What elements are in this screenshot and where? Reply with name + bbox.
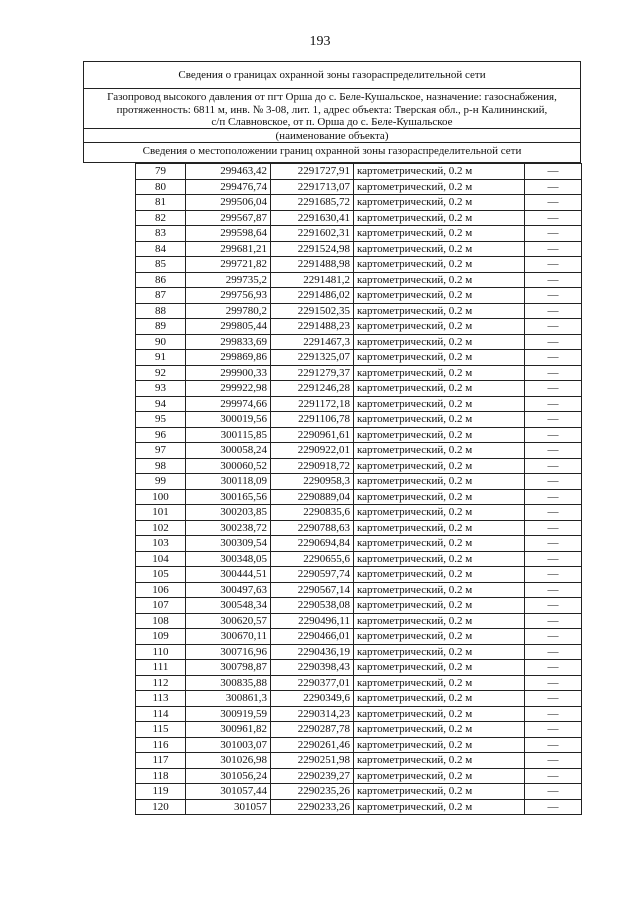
x-coordinate-cell: 300798,87 — [186, 660, 271, 676]
table-row — [136, 753, 582, 769]
x-coordinate-cell: 300716,96 — [186, 644, 271, 660]
y-coordinate-cell: 2290958,3 — [271, 474, 354, 490]
method-cell: картометрический, 0.2 м — [354, 210, 525, 226]
y-coordinate-cell: 2291486,02 — [271, 288, 354, 304]
table-row — [136, 613, 582, 629]
x-coordinate-cell: 299681,21 — [186, 241, 271, 257]
method-cell: картометрический, 0.2 м — [354, 179, 525, 195]
point-number-cell: 118 — [136, 768, 186, 784]
description-cell: — — [525, 629, 582, 645]
y-coordinate-cell: 2291246,28 — [271, 381, 354, 397]
x-coordinate-cell: 301057,44 — [186, 784, 271, 800]
point-number-cell: 112 — [136, 675, 186, 691]
method-cell: картометрический, 0.2 м — [354, 164, 525, 180]
point-number-cell: 84 — [136, 241, 186, 257]
description-cell: — — [525, 350, 582, 366]
description-cell: — — [525, 567, 582, 583]
point-number-cell: 120 — [136, 799, 186, 815]
point-number-cell: 91 — [136, 350, 186, 366]
table-row — [136, 303, 582, 319]
x-coordinate-cell: 299869,86 — [186, 350, 271, 366]
point-number-cell: 115 — [136, 722, 186, 738]
x-coordinate-cell: 299805,44 — [186, 319, 271, 335]
table-row — [136, 179, 582, 195]
y-coordinate-cell: 2291172,18 — [271, 396, 354, 412]
y-coordinate-cell: 2290314,23 — [271, 706, 354, 722]
x-coordinate-cell: 299780,2 — [186, 303, 271, 319]
y-coordinate-cell: 2290239,27 — [271, 768, 354, 784]
description-cell: — — [525, 536, 582, 552]
y-coordinate-cell: 2291279,37 — [271, 365, 354, 381]
description-cell: — — [525, 226, 582, 242]
method-cell: картометрический, 0.2 м — [354, 288, 525, 304]
table-row — [136, 474, 582, 490]
description-cell: — — [525, 799, 582, 815]
x-coordinate-cell: 300058,24 — [186, 443, 271, 459]
description-cell: — — [525, 257, 582, 273]
table-row — [136, 319, 582, 335]
y-coordinate-cell: 2290918,72 — [271, 458, 354, 474]
point-number-cell: 83 — [136, 226, 186, 242]
point-number-cell: 79 — [136, 164, 186, 180]
table-row — [136, 598, 582, 614]
x-coordinate-cell: 299756,93 — [186, 288, 271, 304]
coordinates-table — [135, 163, 582, 815]
x-coordinate-cell: 300444,51 — [186, 567, 271, 583]
description-cell: — — [525, 272, 582, 288]
point-number-cell: 85 — [136, 257, 186, 273]
table-row — [136, 443, 582, 459]
table-row — [136, 489, 582, 505]
x-coordinate-cell: 299476,74 — [186, 179, 271, 195]
description-cell: — — [525, 505, 582, 521]
y-coordinate-cell: 2291488,23 — [271, 319, 354, 335]
description-cell: — — [525, 412, 582, 428]
y-coordinate-cell: 2290287,78 — [271, 722, 354, 738]
method-cell: картометрический, 0.2 м — [354, 489, 525, 505]
y-coordinate-cell: 2290261,46 — [271, 737, 354, 753]
x-coordinate-cell: 299506,04 — [186, 195, 271, 211]
description-cell: — — [525, 288, 582, 304]
point-number-cell: 108 — [136, 613, 186, 629]
description-cell: — — [525, 427, 582, 443]
table-row — [136, 427, 582, 443]
location-heading: Сведения о местоположении границ охранной зоны газораспределительной сети — [142, 145, 522, 157]
method-cell: картометрический, 0.2 м — [354, 567, 525, 583]
y-coordinate-cell: 2290496,11 — [271, 613, 354, 629]
y-coordinate-cell: 2290349,6 — [271, 691, 354, 707]
description-cell: — — [525, 458, 582, 474]
point-number-cell: 81 — [136, 195, 186, 211]
point-number-cell: 116 — [136, 737, 186, 753]
x-coordinate-cell: 299833,69 — [186, 334, 271, 350]
table-row — [136, 241, 582, 257]
x-coordinate-cell: 300118,09 — [186, 474, 271, 490]
method-cell: картометрический, 0.2 м — [354, 365, 525, 381]
y-coordinate-cell: 2290922,01 — [271, 443, 354, 459]
y-coordinate-cell: 2291727,91 — [271, 164, 354, 180]
point-number-cell: 92 — [136, 365, 186, 381]
x-coordinate-cell: 300309,54 — [186, 536, 271, 552]
method-cell: картометрический, 0.2 м — [354, 257, 525, 273]
method-cell: картометрический, 0.2 м — [354, 660, 525, 676]
document-header — [83, 61, 581, 163]
x-coordinate-cell: 300019,56 — [186, 412, 271, 428]
x-coordinate-cell: 301057 — [186, 799, 271, 815]
description-cell: — — [525, 489, 582, 505]
description-cell: — — [525, 319, 582, 335]
y-coordinate-cell: 2290466,01 — [271, 629, 354, 645]
point-number-cell: 89 — [136, 319, 186, 335]
description-cell: — — [525, 784, 582, 800]
x-coordinate-cell: 300919,59 — [186, 706, 271, 722]
point-number-cell: 103 — [136, 536, 186, 552]
x-coordinate-cell: 300835,88 — [186, 675, 271, 691]
description-cell: — — [525, 210, 582, 226]
point-number-cell: 97 — [136, 443, 186, 459]
y-coordinate-cell: 2290889,04 — [271, 489, 354, 505]
method-cell: картометрический, 0.2 м — [354, 241, 525, 257]
point-number-cell: 96 — [136, 427, 186, 443]
table-row — [136, 272, 582, 288]
point-number-cell: 86 — [136, 272, 186, 288]
point-number-cell: 101 — [136, 505, 186, 521]
method-cell: картометрический, 0.2 м — [354, 551, 525, 567]
table-row — [136, 722, 582, 738]
y-coordinate-cell: 2291602,31 — [271, 226, 354, 242]
x-coordinate-cell: 300861,3 — [186, 691, 271, 707]
table-row — [136, 799, 582, 815]
x-coordinate-cell: 300548,34 — [186, 598, 271, 614]
table-row — [136, 551, 582, 567]
method-cell: картометрический, 0.2 м — [354, 753, 525, 769]
method-cell: картометрический, 0.2 м — [354, 319, 525, 335]
point-number-cell: 102 — [136, 520, 186, 536]
point-number-cell: 117 — [136, 753, 186, 769]
x-coordinate-cell: 301026,98 — [186, 753, 271, 769]
method-cell: картометрический, 0.2 м — [354, 737, 525, 753]
description-cell: — — [525, 753, 582, 769]
x-coordinate-cell: 299567,87 — [186, 210, 271, 226]
y-coordinate-cell: 2290233,26 — [271, 799, 354, 815]
y-coordinate-cell: 2291488,98 — [271, 257, 354, 273]
object-name-line-1: Газопровод высокого давления от пгт Орша до с. Беле-Кушальское, назначение: газоснабжения, — [107, 91, 557, 103]
table-row — [136, 660, 582, 676]
point-number-cell: 99 — [136, 474, 186, 490]
description-cell: — — [525, 303, 582, 319]
y-coordinate-cell: 2291524,98 — [271, 241, 354, 257]
x-coordinate-cell: 300348,05 — [186, 551, 271, 567]
table-row — [136, 768, 582, 784]
y-coordinate-cell: 2290235,26 — [271, 784, 354, 800]
y-coordinate-cell: 2290694,84 — [271, 536, 354, 552]
method-cell: картометрический, 0.2 м — [354, 598, 525, 614]
description-cell: — — [525, 675, 582, 691]
table-row — [136, 737, 582, 753]
table-row — [136, 365, 582, 381]
table-row — [136, 520, 582, 536]
point-number-cell: 90 — [136, 334, 186, 350]
table-row — [136, 288, 582, 304]
table-row — [136, 582, 582, 598]
table-row — [136, 458, 582, 474]
table-row — [136, 691, 582, 707]
x-coordinate-cell: 299735,2 — [186, 272, 271, 288]
method-cell: картометрический, 0.2 м — [354, 706, 525, 722]
table-row — [136, 675, 582, 691]
point-number-cell: 113 — [136, 691, 186, 707]
method-cell: картометрический, 0.2 м — [354, 722, 525, 738]
page-number: 193 — [309, 34, 331, 49]
method-cell: картометрический, 0.2 м — [354, 784, 525, 800]
method-cell: картометрический, 0.2 м — [354, 226, 525, 242]
description-cell: — — [525, 551, 582, 567]
y-coordinate-cell: 2290597,74 — [271, 567, 354, 583]
y-coordinate-cell: 2290567,14 — [271, 582, 354, 598]
point-number-cell: 93 — [136, 381, 186, 397]
description-cell: — — [525, 396, 582, 412]
x-coordinate-cell: 299598,64 — [186, 226, 271, 242]
point-number-cell: 109 — [136, 629, 186, 645]
x-coordinate-cell: 300165,56 — [186, 489, 271, 505]
description-cell: — — [525, 768, 582, 784]
x-coordinate-cell: 300620,57 — [186, 613, 271, 629]
description-cell: — — [525, 598, 582, 614]
description-cell: — — [525, 164, 582, 180]
method-cell: картометрический, 0.2 м — [354, 474, 525, 490]
table-row — [136, 226, 582, 242]
description-cell: — — [525, 613, 582, 629]
point-number-cell: 95 — [136, 412, 186, 428]
method-cell: картометрический, 0.2 м — [354, 629, 525, 645]
point-number-cell: 94 — [136, 396, 186, 412]
y-coordinate-cell: 2290251,98 — [271, 753, 354, 769]
x-coordinate-cell: 299974,66 — [186, 396, 271, 412]
x-coordinate-cell: 301056,24 — [186, 768, 271, 784]
x-coordinate-cell: 300115,85 — [186, 427, 271, 443]
table-row — [136, 629, 582, 645]
y-coordinate-cell: 2291325,07 — [271, 350, 354, 366]
table-row — [136, 567, 582, 583]
method-cell: картометрический, 0.2 м — [354, 582, 525, 598]
point-number-cell: 100 — [136, 489, 186, 505]
description-cell: — — [525, 722, 582, 738]
description-cell: — — [525, 334, 582, 350]
table-row — [136, 210, 582, 226]
method-cell: картометрический, 0.2 м — [354, 443, 525, 459]
y-coordinate-cell: 2290538,08 — [271, 598, 354, 614]
table-row — [136, 381, 582, 397]
table-row — [136, 536, 582, 552]
point-number-cell: 110 — [136, 644, 186, 660]
method-cell: картометрический, 0.2 м — [354, 350, 525, 366]
point-number-cell: 82 — [136, 210, 186, 226]
method-cell: картометрический, 0.2 м — [354, 691, 525, 707]
description-cell: — — [525, 179, 582, 195]
x-coordinate-cell: 300497,63 — [186, 582, 271, 598]
description-cell: — — [525, 520, 582, 536]
y-coordinate-cell: 2291713,07 — [271, 179, 354, 195]
point-number-cell: 104 — [136, 551, 186, 567]
method-cell: картометрический, 0.2 м — [354, 396, 525, 412]
y-coordinate-cell: 2290961,61 — [271, 427, 354, 443]
description-cell: — — [525, 691, 582, 707]
method-cell: картометрический, 0.2 м — [354, 272, 525, 288]
y-coordinate-cell: 2290377,01 — [271, 675, 354, 691]
document-title: Сведения о границах охранной зоны газораспределительной сети — [84, 62, 580, 89]
y-coordinate-cell: 2290436,19 — [271, 644, 354, 660]
point-number-cell: 88 — [136, 303, 186, 319]
x-coordinate-cell: 299900,33 — [186, 365, 271, 381]
table-row — [136, 334, 582, 350]
method-cell: картометрический, 0.2 м — [354, 412, 525, 428]
y-coordinate-cell: 2291481,2 — [271, 272, 354, 288]
point-number-cell: 111 — [136, 660, 186, 676]
table-row — [136, 644, 582, 660]
description-cell: — — [525, 660, 582, 676]
method-cell: картометрический, 0.2 м — [354, 195, 525, 211]
table-row — [136, 396, 582, 412]
x-coordinate-cell: 299922,98 — [186, 381, 271, 397]
y-coordinate-cell: 2290788,63 — [271, 520, 354, 536]
description-cell: — — [525, 195, 582, 211]
x-coordinate-cell: 300670,11 — [186, 629, 271, 645]
point-number-cell: 80 — [136, 179, 186, 195]
x-coordinate-cell: 300060,52 — [186, 458, 271, 474]
x-coordinate-cell: 299463,42 — [186, 164, 271, 180]
point-number-cell: 107 — [136, 598, 186, 614]
method-cell: картометрический, 0.2 м — [354, 303, 525, 319]
table-row — [136, 195, 582, 211]
table-row — [136, 784, 582, 800]
object-caption: (наименование объекта) — [84, 129, 580, 143]
description-cell: — — [525, 737, 582, 753]
table-row — [136, 257, 582, 273]
x-coordinate-cell: 300961,82 — [186, 722, 271, 738]
method-cell: картометрический, 0.2 м — [354, 644, 525, 660]
y-coordinate-cell: 2291630,41 — [271, 210, 354, 226]
method-cell: картометрический, 0.2 м — [354, 675, 525, 691]
point-number-cell: 114 — [136, 706, 186, 722]
method-cell: картометрический, 0.2 м — [354, 334, 525, 350]
y-coordinate-cell: 2290655,6 — [271, 551, 354, 567]
table-row — [136, 350, 582, 366]
method-cell: картометрический, 0.2 м — [354, 613, 525, 629]
y-coordinate-cell: 2291467,3 — [271, 334, 354, 350]
description-cell: — — [525, 241, 582, 257]
x-coordinate-cell: 300238,72 — [186, 520, 271, 536]
y-coordinate-cell: 2291106,78 — [271, 412, 354, 428]
method-cell: картометрический, 0.2 м — [354, 799, 525, 815]
method-cell: картометрический, 0.2 м — [354, 768, 525, 784]
table-row — [136, 412, 582, 428]
object-name-line-3: с/п Славновское, от п. Орша до с. Беле-Кушальское — [211, 116, 453, 128]
description-cell: — — [525, 443, 582, 459]
y-coordinate-cell: 2290398,43 — [271, 660, 354, 676]
table-row — [136, 164, 582, 180]
point-number-cell: 119 — [136, 784, 186, 800]
description-cell: — — [525, 706, 582, 722]
object-name-line-2: протяженность: 6811 м, инв. № 3-08, лит. 1, адрес объекта: Тверская обл., р-н Калининский, — [116, 103, 548, 116]
description-cell: — — [525, 582, 582, 598]
method-cell: картометрический, 0.2 м — [354, 536, 525, 552]
point-number-cell: 98 — [136, 458, 186, 474]
table-row — [136, 505, 582, 521]
point-number-cell: 87 — [136, 288, 186, 304]
object-name — [84, 89, 580, 129]
method-cell: картометрический, 0.2 м — [354, 458, 525, 474]
description-cell: — — [525, 644, 582, 660]
description-cell: — — [525, 365, 582, 381]
method-cell: картометрический, 0.2 м — [354, 427, 525, 443]
x-coordinate-cell: 300203,85 — [186, 505, 271, 521]
table-row — [136, 706, 582, 722]
description-cell: — — [525, 474, 582, 490]
method-cell: картометрический, 0.2 м — [354, 505, 525, 521]
y-coordinate-cell: 2291685,72 — [271, 195, 354, 211]
y-coordinate-cell: 2290835,6 — [271, 505, 354, 521]
method-cell: картометрический, 0.2 м — [354, 520, 525, 536]
x-coordinate-cell: 299721,82 — [186, 257, 271, 273]
coordinates-table-body — [136, 164, 582, 815]
method-cell: картометрический, 0.2 м — [354, 381, 525, 397]
description-cell: — — [525, 381, 582, 397]
x-coordinate-cell: 301003,07 — [186, 737, 271, 753]
point-number-cell: 105 — [136, 567, 186, 583]
y-coordinate-cell: 2291502,35 — [271, 303, 354, 319]
point-number-cell: 106 — [136, 582, 186, 598]
